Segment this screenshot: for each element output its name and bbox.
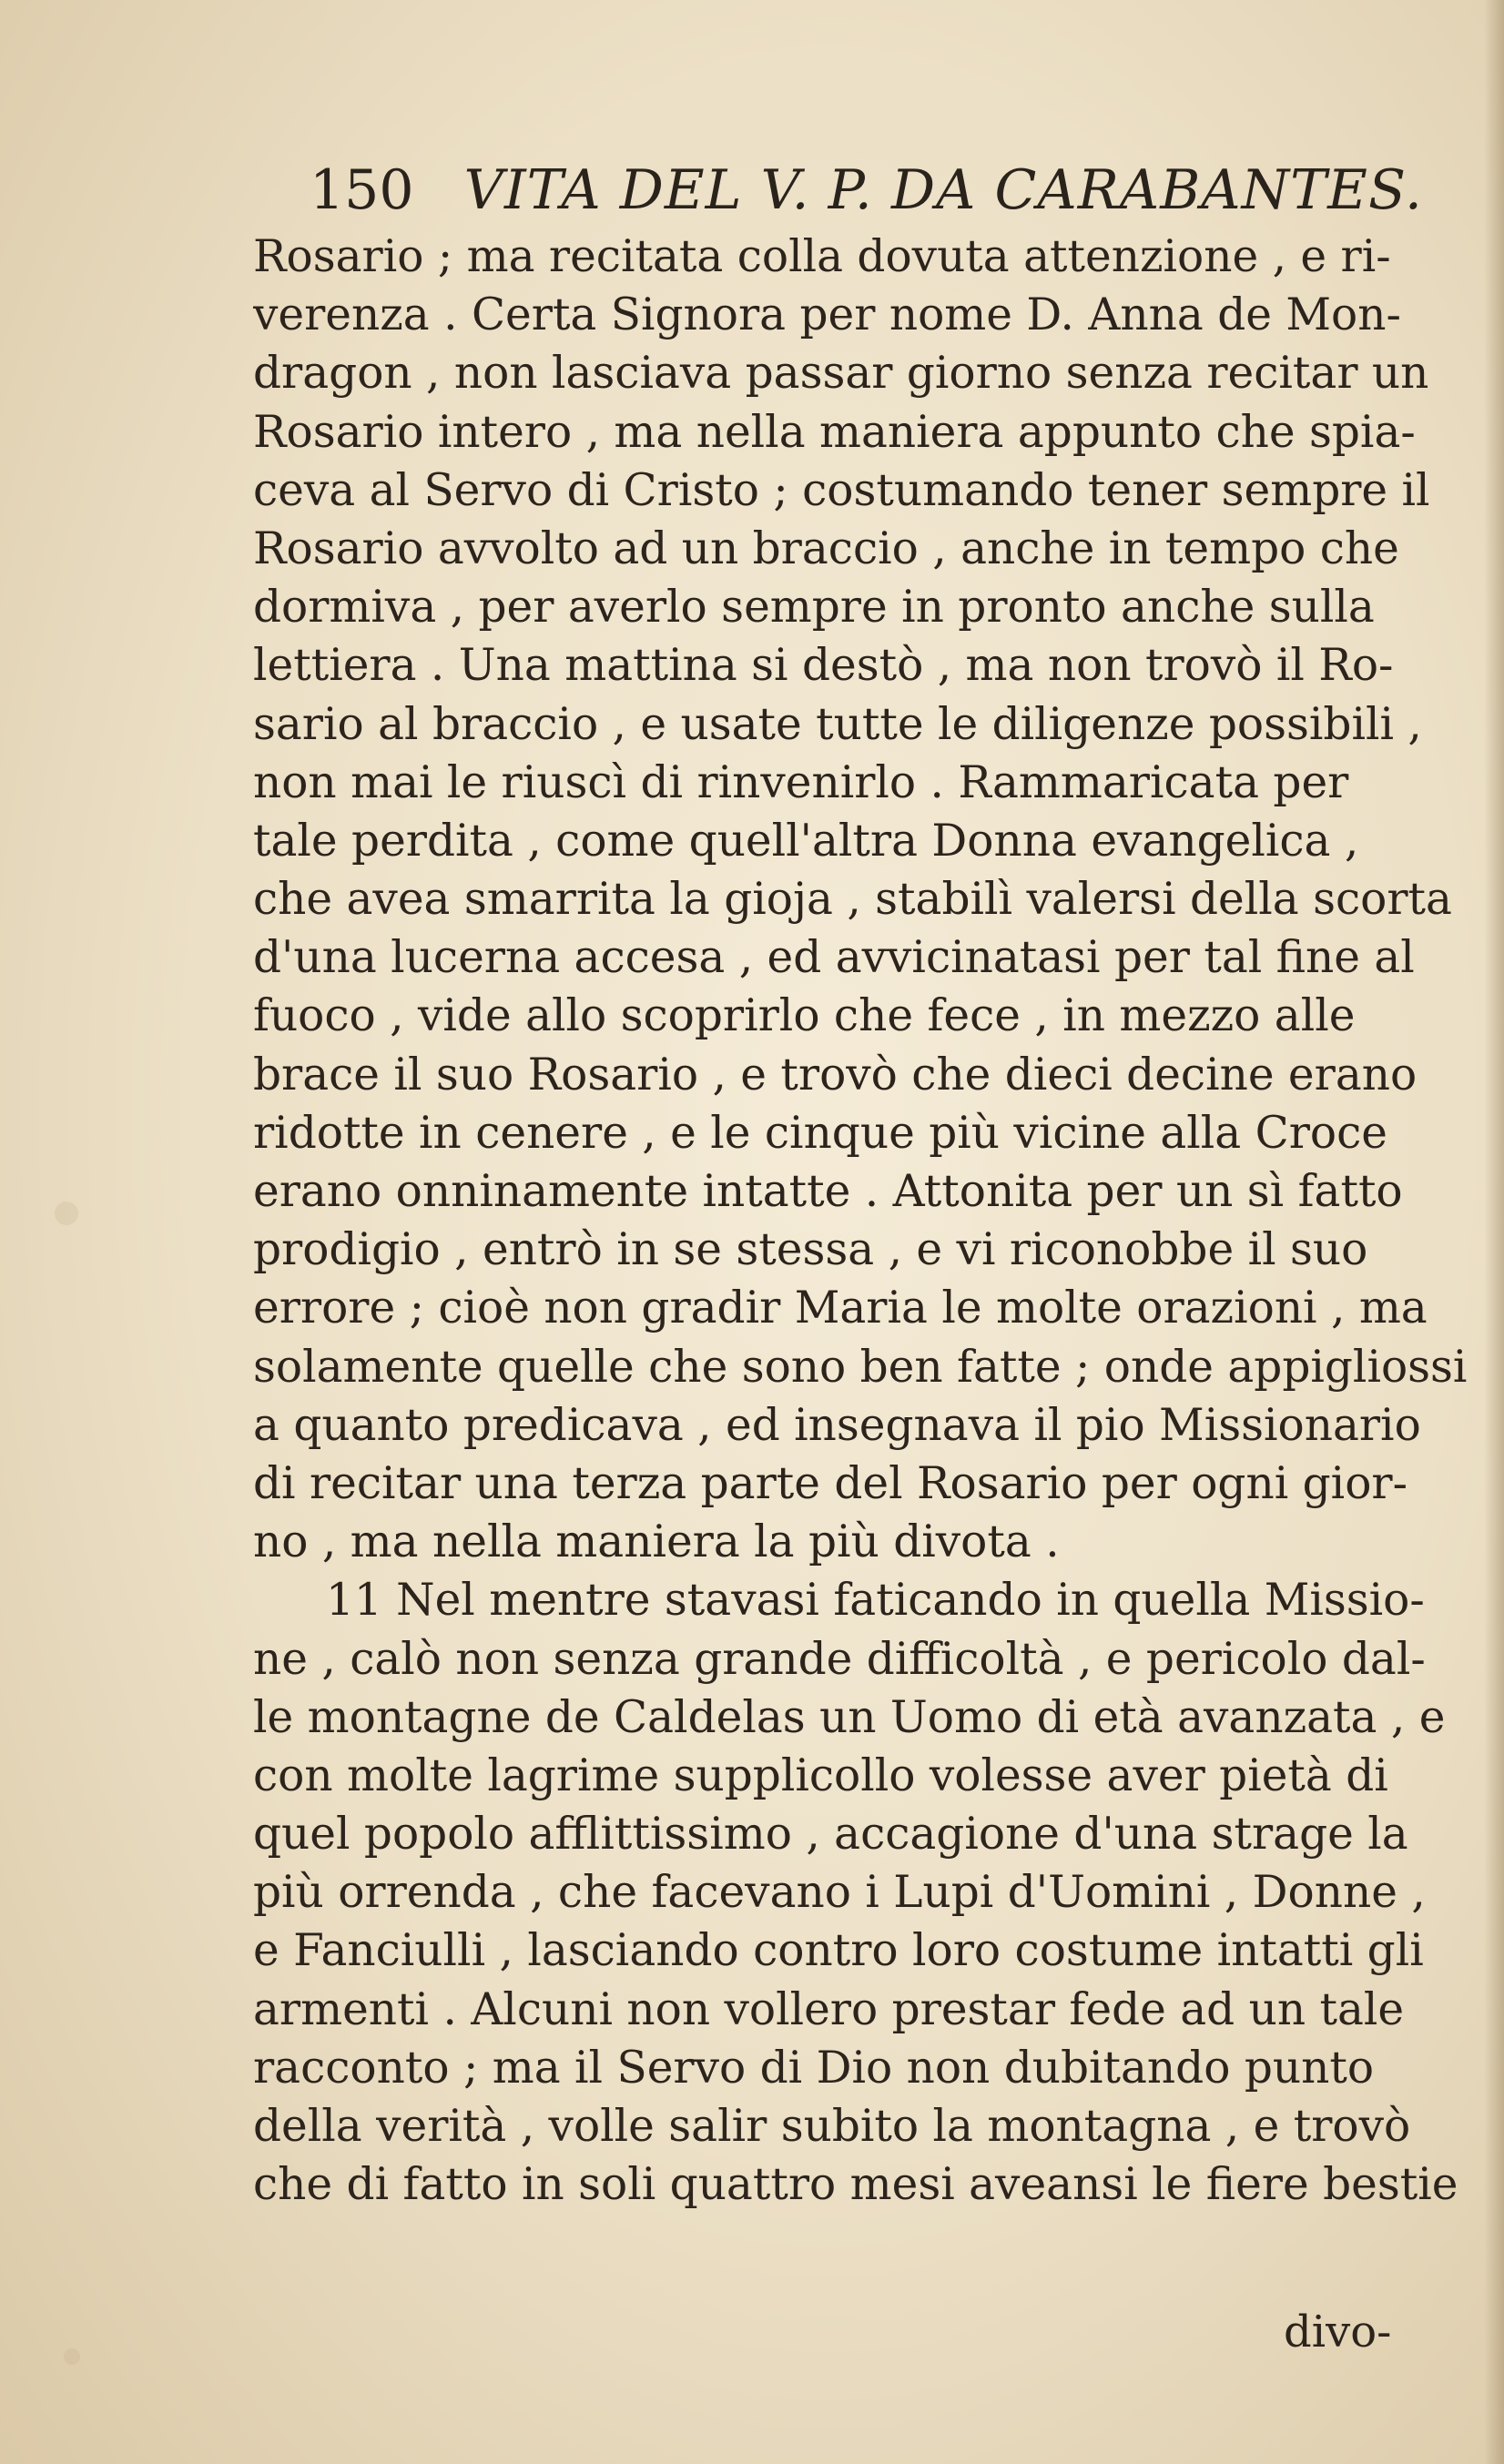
- text-line: solamente quelle che sono ben fatte ; onde appigliossi: [253, 1341, 1468, 1393]
- text-line: ne , calò non senza grande difficoltà , e pericolo dal-: [253, 1633, 1426, 1685]
- text-line: che avea smarrita la gioja , stabilì valersi della scorta: [253, 874, 1452, 926]
- page-number: 150: [310, 158, 414, 222]
- text-line: brace il suo Rosario , e trovò che dieci decine erano: [253, 1049, 1418, 1100]
- text-line: ridotte in cenere , e le cinque più vicine alla Croce: [253, 1107, 1387, 1159]
- text-line: Rosario intero , ma nella maniera appunto che spia-: [253, 406, 1416, 458]
- text-line: tale perdita , come quell'altra Donna evangelica ,: [253, 815, 1359, 867]
- text-line: erano onninamente intatte . Attonita per un sì fatto: [253, 1166, 1403, 1217]
- text-line: che di fatto in soli quattro mesi aveansi le fiere bestie: [253, 2159, 1458, 2211]
- text-line: e Fanciulli , lasciando contro loro costume intatti gli: [253, 1925, 1424, 1977]
- text-line: dormiva , per averlo sempre in pronto anche sulla: [253, 582, 1375, 634]
- text-line: Rosario ; ma recitata colla dovuta attenzione , e ri-: [253, 231, 1391, 282]
- text-line: racconto ; ma il Servo di Dio non dubitando punto: [253, 2042, 1375, 2094]
- paper-spot: [55, 1202, 78, 1225]
- text-line: di recitar una terza parte del Rosario per ogni gior-: [253, 1457, 1407, 1509]
- page-header: [310, 153, 1457, 228]
- text-line: con molte lagrime supplicollo volesse aver pietà di: [253, 1749, 1388, 1801]
- text-line: verenza . Certa Signora per nome D. Anna de Mon-: [253, 289, 1401, 341]
- text-line: a quanto predicava , ed insegnava il pio Missionario: [253, 1399, 1421, 1451]
- body-text: [253, 228, 1493, 2214]
- text-line: Rosario avvolto ad un braccio , anche in tempo che: [253, 522, 1399, 574]
- text-line: d'una lucerna accesa , ed avvicinatasi per tal fine al: [253, 932, 1415, 984]
- text-line: no , ma nella maniera la più divota .: [253, 1516, 1060, 1568]
- text-line: fuoco , vide allo scoprirlo che fece , in mezzo alle: [253, 990, 1356, 1042]
- text-line: le montagne de Caldelas un Uomo di età avanzata , e: [253, 1691, 1446, 1743]
- text-line: più orrenda , che facevano i Lupi d'Uomini , Donne ,: [253, 1867, 1426, 1919]
- text-line: armenti . Alcuni non vollero prestar fede ad un tale: [253, 1983, 1405, 2035]
- text-line: errore ; cioè non gradir Maria le molte orazioni , ma: [253, 1283, 1428, 1334]
- text-line: della verità , volle salir subito la montagna , e trovò: [253, 2101, 1411, 2152]
- running-title: VITA DEL V. P. DA CARABANTES.: [463, 158, 1423, 222]
- paragraph-start-line: 11 Nel mentre stavasi faticando in quella Missio-: [326, 1575, 1425, 1627]
- text-line: prodigio , entrò in se stessa , e vi riconobbe il suo: [253, 1224, 1368, 1276]
- text-line: quel popolo afflittissimo , accagione d'una strage la: [253, 1809, 1408, 1861]
- text-line: sario al braccio , e usate tutte le diligenze possibili ,: [253, 698, 1422, 750]
- text-line: ceva al Servo di Cristo ; costumando tener sempre il: [253, 464, 1430, 516]
- catchword: divo-: [1284, 2307, 1392, 2358]
- text-line: non mai le riuscì di rinvenirlo . Rammaricata per: [253, 756, 1349, 808]
- paper-spot: [64, 2348, 80, 2365]
- text-line: lettiera . Una mattina si destò , ma non trovò il Ro-: [253, 640, 1394, 692]
- text-line: dragon , non lasciava passar giorno senza recitar un: [253, 348, 1429, 400]
